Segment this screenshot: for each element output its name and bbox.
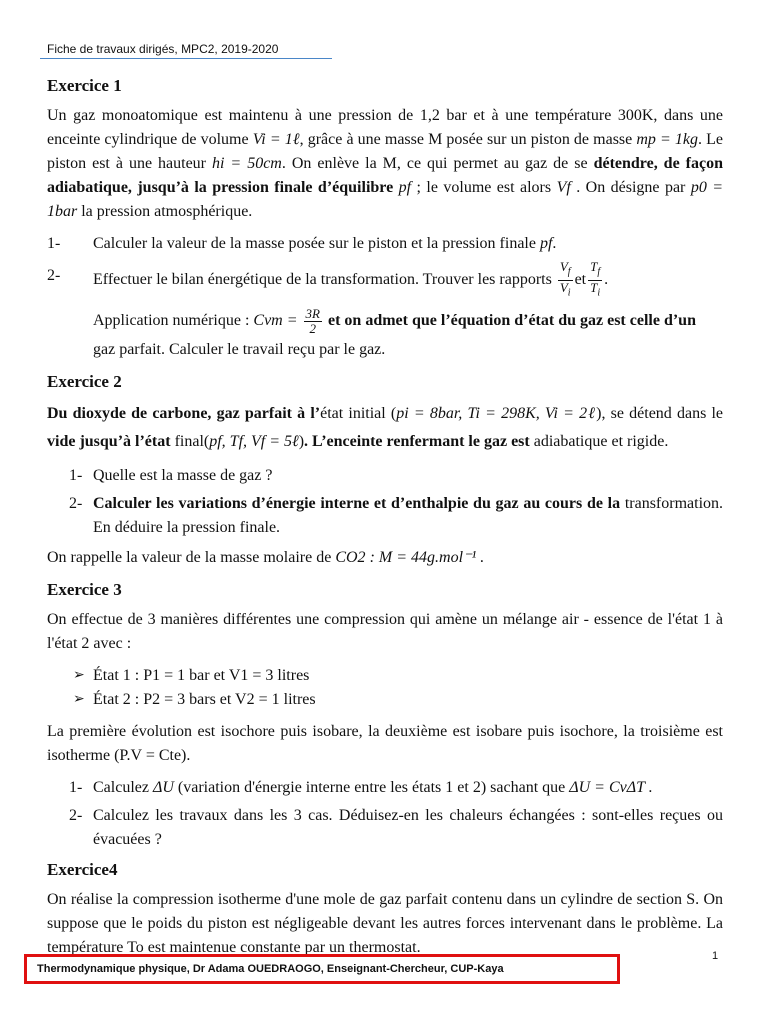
text: Effectuer le bilan énergétique de la transformation. Trouver les rapports [93,270,552,288]
text: État 1 : P1 = 1 bar et V1 = 3 litres [93,667,310,685]
text-bold: vide jusqu’à l’état [47,433,171,451]
math-molar-mass: : M = 44g.mol⁻¹ . [369,549,485,567]
math-pf: pf [398,179,412,196]
item-number: 2- [69,495,83,513]
text: transformation. En déduire la pression finale. [93,495,724,537]
list-item [47,776,723,800]
math-vf: Vf [556,179,571,196]
list-item [47,664,723,688]
text: Calculez [93,779,149,797]
header-rule [40,58,332,59]
exercise-2-statement: Du dioxyde de carbone, gaz parfait à l’état initial (pi = 8bar, Ti = 298K, Vi = 2ℓ), se détend dans le vide jusqu’à l’état final(pf, Tf, Vf = 5ℓ). L’enceinte renfermant le gaz est adiabatique et rigide. [47,405,724,451]
page-number: 1 [712,950,719,962]
text-bold: et on admet que l’équation d’état du gaz est celle d’un [327,312,696,330]
list-item [47,688,723,712]
text: Application numérique : [93,312,250,330]
item-number: 1- [47,235,61,252]
text: la pression atmosphérique. [81,203,253,220]
arrow-bullet-icon: ➢ [73,692,85,708]
text: adiabatique et rigide. [533,433,669,451]
text: , grâce à une masse M posée sur un piston de masse [299,131,633,148]
exercise-4-title: Exercice4 [47,860,118,880]
text: . On désigne par [576,179,686,196]
document-header: Fiche de travaux dirigés, MPC2, 2019-2020 [47,42,279,56]
math-pf: pf [539,235,553,252]
exercise-1-title: Exercice 1 [47,76,122,95]
fraction-3r-2: $\frac{3R}{2}$ [305,306,320,337]
text: , se détend dans le [601,405,724,423]
text: et [574,270,587,288]
text: Quelle est la masse de gaz ? [93,467,273,485]
text: final [174,433,204,451]
text: ; le volume est alors [416,179,552,196]
list-item: 1- Calculer la valeur de la masse posée sur le piston et la pression finale pf. [47,232,723,256]
exercise-2-questions [47,464,723,540]
text: . On enlève la M, ce qui permet au gaz de se [281,155,588,172]
arrow-bullet-icon: ➢ [73,668,85,684]
list-item [47,464,723,488]
exercise-2-title: Exercice 2 [47,372,122,392]
application-numerique-cont: gaz parfait. Calculer le travail reçu par le gaz. [93,341,386,359]
text: . Le piston est à une hauteur [47,131,724,172]
math-state-initial: pi = 8bar, Ti = 298K, Vi = 2ℓ [396,405,597,423]
text-bold: Du dioxyde de carbone, gaz parfait à l’ [47,405,321,423]
math-mp: mp = 1kg [636,131,699,148]
text: Calculez les travaux dans les 3 cas. Déduisez-en les chaleurs échangées : sont-elles reçues ou évacuées ? [93,807,723,849]
exercise-3-states [47,664,723,712]
text: état initial [320,405,386,423]
text: Un gaz monoatomique est maintenu à une pression de 1,2 bar et à une température 300K, dans une enceinte cylindrique de volume [47,107,723,148]
exercise-2-note [47,546,723,570]
text-bold: Calculer les variations d’énergie interne et d’enthalpie du gaz au cours de la [93,495,621,513]
list-item [47,492,723,540]
text-bold: détendre, de façon adiabatique, jusqu’à la pression finale d’équilibre [47,155,723,196]
list-item [47,804,723,852]
exercise-1-statement [47,104,723,224]
item-number: 2- [69,807,83,825]
math-cvm: Cvm = [253,312,298,330]
math-vi: Vi = 1ℓ [252,131,300,148]
fraction-vf-vi: $\frac{V_f}{V_i}$ [559,259,571,299]
item-number: 1- [69,467,83,485]
exercise-3-title: Exercice 3 [47,580,122,600]
text: (variation d'énergie interne entre les états 1 et 2) sachant que [177,779,566,797]
math-co2: CO2 [335,549,366,567]
exercise-3-questions [47,776,723,852]
math-p0: p0 = 1bar [47,179,724,220]
text: État 2 : P2 = 3 bars et V2 = 1 litres [93,691,316,709]
math-delta-u-eq: ΔU = CvΔT . [569,779,653,797]
application-numerique [47,306,723,336]
math-hi: hi = 50cm [212,155,282,172]
fraction-tf-ti: $\frac{T_f}{T_i}$ [590,259,601,299]
document-body [47,74,723,968]
text: On rappelle la valeur de la masse molaire de [47,549,332,567]
exercise-3-statement: On effectue de 3 manières différentes une compression qui amène un mélange air - essence de l'état 1 à l'état 2 avec : [47,611,723,653]
math-delta-u: ΔU [152,779,174,797]
math-state-final: pf, Tf, Vf = 5ℓ [209,433,299,451]
exercise-4-statement: On réalise la compression isotherme d'une mole de gaz parfait contenu dans un cylindre de section S. On suppose que le poids du piston est négligeable devant les autres forces intervenant dans le problème. La température To est maintenue constante par un thermostat. [47,891,723,957]
text-bold: . L’enceinte renfermant le gaz est [304,433,530,451]
list-item: 2- Effectuer le bilan énergétique de la transformation. Trouver les rapports $\frac{V_f}{V_i}$ et $\frac{T_f}{T_i}$ . [47,259,609,299]
text: Calculer la valeur de la masse posée sur le piston et la pression finale [93,235,536,252]
footer-banner: Thermodynamique physique, Dr Adama OUEDRAOGO, Enseignant-Chercheur, CUP-Kaya [24,954,620,984]
item-number: 1- [69,779,83,797]
item-number: 2- [47,267,61,284]
exercise-3-evolutions: La première évolution est isochore puis isobare, la deuxième est isobare puis isochore, la troisième est isotherme (P.V = Cte). [47,723,723,765]
exercise-1-questions [47,232,723,300]
